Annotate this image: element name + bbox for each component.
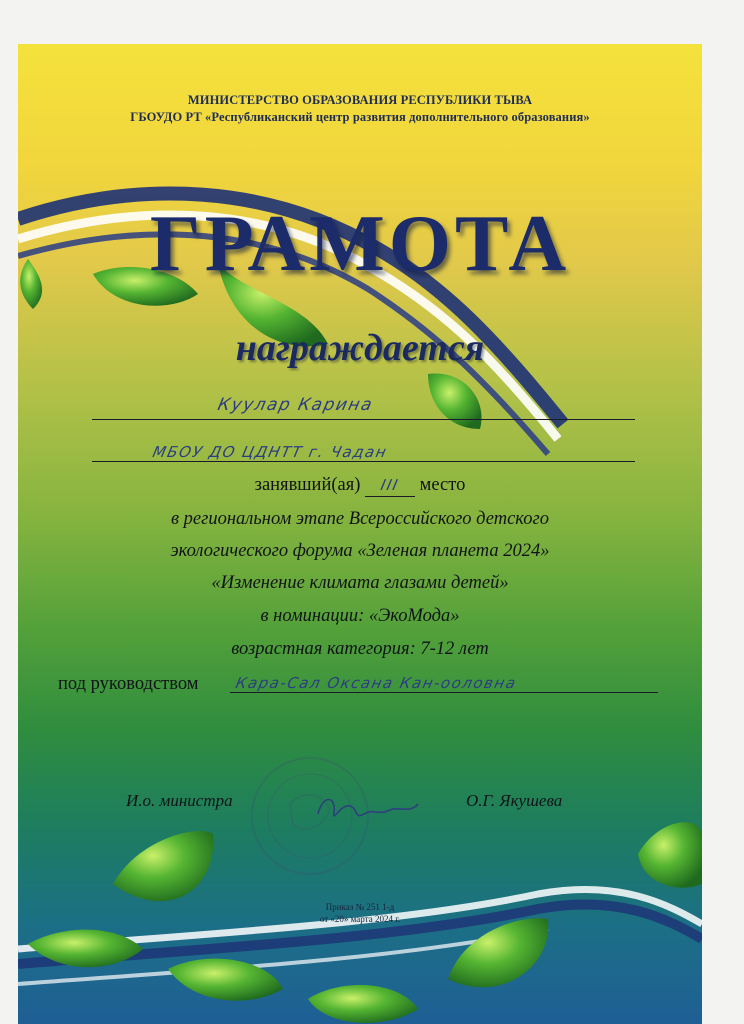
supervisor-label: под руководством	[58, 674, 199, 694]
signature-name: О.Г. Якушева	[466, 791, 563, 810]
event-line-2: экологического форума «Зеленая планета 2024»	[170, 541, 550, 561]
recipient-organization: МБОУ ДО ЦДНТТ г. Чадан	[151, 443, 390, 461]
awarded-subtitle: награждается	[235, 327, 485, 369]
place-line	[18, 475, 702, 497]
supervisor-name: Кара-Сал Оксана Кан-ооловна	[234, 674, 519, 692]
order-number: Приказ № 251 1-д	[325, 902, 395, 912]
place-value: III	[379, 476, 401, 494]
order-date: от «20» марта 2024 г.	[319, 914, 401, 924]
age-category-line: возрастная категория: 7-12 лет	[231, 639, 489, 659]
recipient-name: Куулар Карина	[215, 395, 376, 415]
place-suffix: место	[419, 475, 466, 495]
place-prefix: занявший(ая)	[254, 475, 361, 495]
supervisor-underline	[230, 692, 658, 693]
institution-title: ГБОУДО РТ «Республиканский центр развития дополнительного образования»	[130, 110, 590, 124]
certificate-title: ГРАМОТА	[149, 200, 571, 288]
name-underline	[92, 419, 635, 420]
organization-underline	[92, 461, 635, 462]
nomination-line: в номинации: «ЭкоМода»	[260, 606, 460, 626]
place-field	[365, 475, 415, 497]
event-line-1: в региональном этапе Всероссийского детского	[171, 509, 549, 529]
event-line-3: «Изменение климата глазами детей»	[211, 573, 509, 593]
certificate-sheet	[18, 44, 702, 1024]
text-layer	[18, 44, 702, 1024]
ministry-title: МИНИСТЕРСТВО ОБРАЗОВАНИЯ РЕСПУБЛИКИ ТЫВА	[187, 93, 533, 107]
signature-position: И.о. министра	[126, 791, 233, 810]
